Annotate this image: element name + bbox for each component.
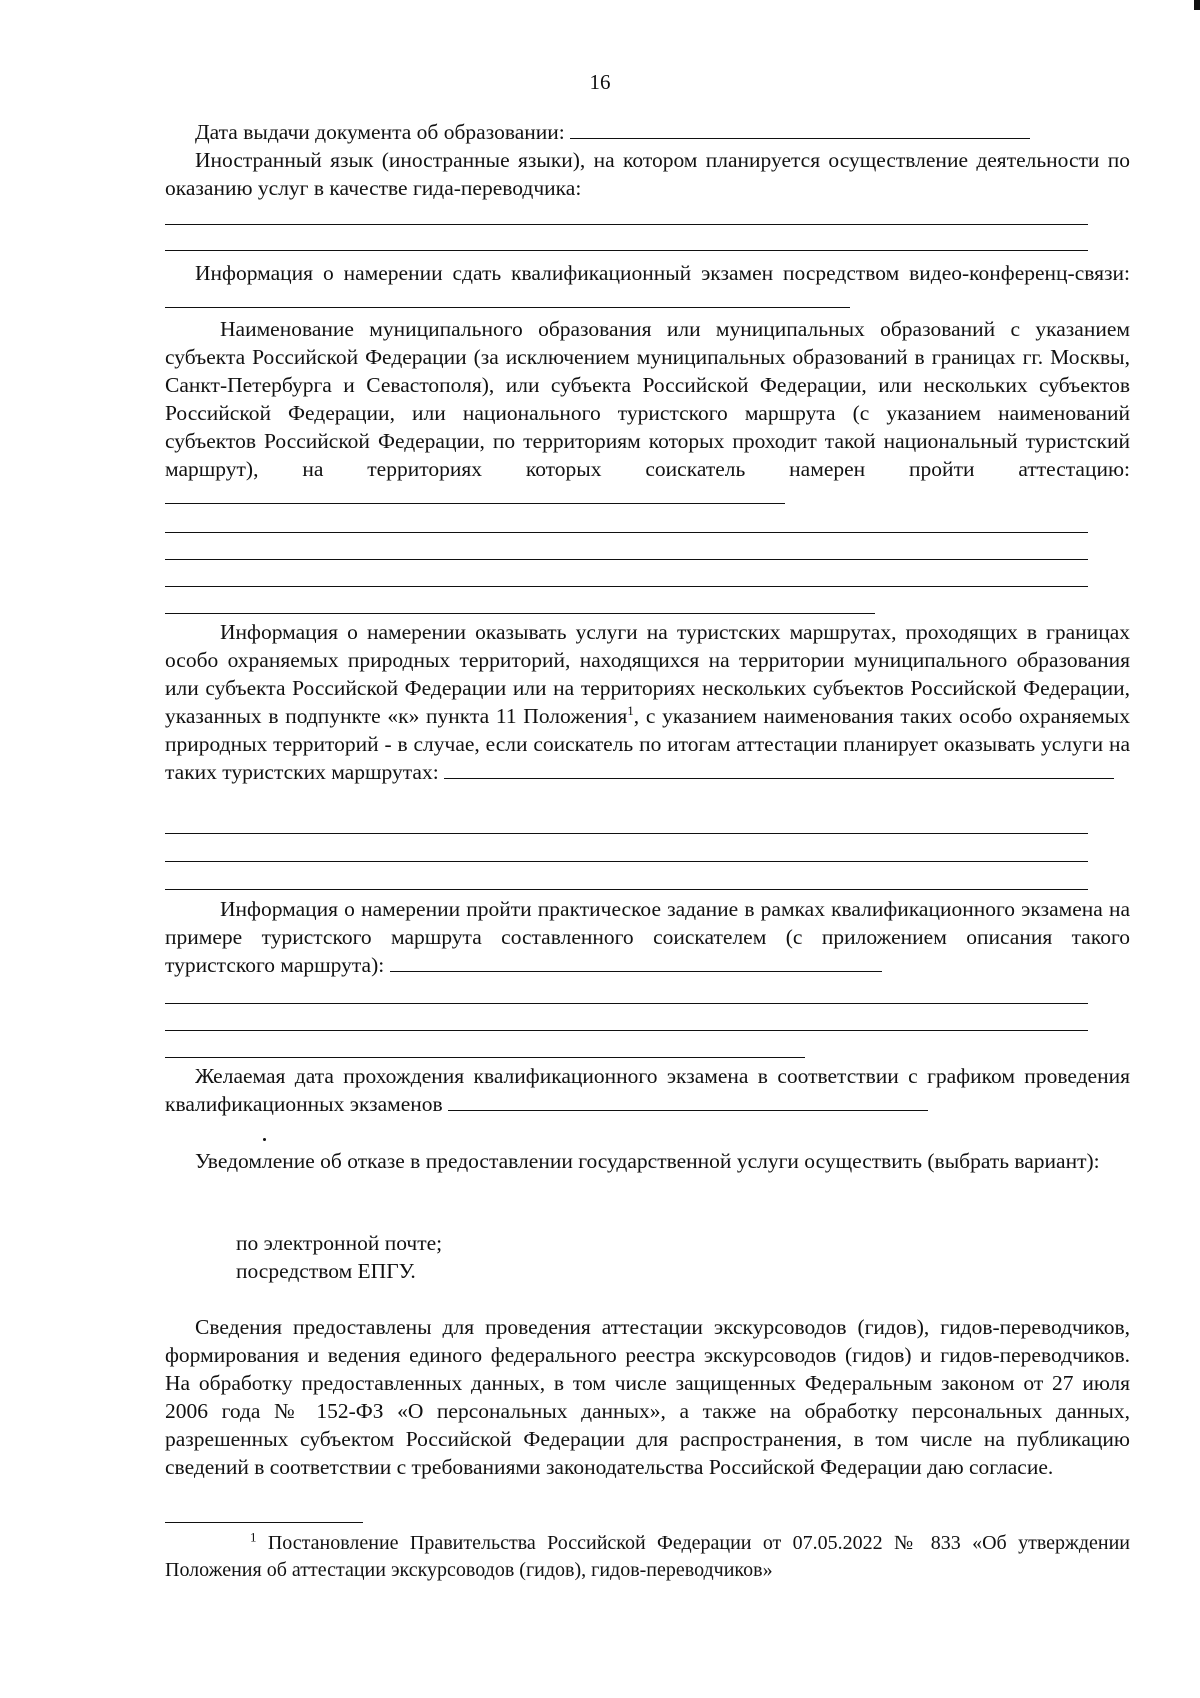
scan-speck [263,1138,266,1141]
option-email[interactable]: по электронной почте; [236,1231,443,1255]
municipality-input-line-2[interactable] [165,532,1088,533]
footnote-marker: 1 [250,1529,257,1545]
footnote-text: Постановление Правительства Российской Федерации от 07.05.2022 № 833 «Об утверждении Положения об аттестации экскурсоводов (гидов), гидов-переводчиков» [165,1532,1131,1581]
page-number: 16 [589,70,611,94]
practical-task-input-line[interactable] [390,951,882,972]
issue-date-label: Дата выдачи документа об образовании: [195,120,565,144]
practical-task-input-line-4[interactable] [165,1057,805,1058]
foreign-language-input-line-1[interactable] [165,224,1088,225]
foreign-language-input-line-2[interactable] [165,250,1088,251]
video-conference-input-line[interactable] [165,287,850,308]
protected-areas-input-line[interactable] [444,758,1114,779]
issue-date-field [165,118,1130,146]
municipality-label: Наименование муниципального образования или муниципальных образований с указанием субъекта Российской Федерации (за исключением муниципальных образований в границах гг. Москвы, Санкт-Петербурга и Севастополя), или субъекта Российской Федерации, или нескольких субъектов Российской Федерации, или национального туристского маршрута (с указанием наименований субъектов Российской Федерации, по территориям которых проходит такой национальный туристский маршрут), на территориях которых соискатель намерен пройти аттестацию: [165,317,1130,481]
exam-date-input-line[interactable] [448,1090,928,1111]
foreign-language-label: Иностранный язык (иностранные языки), на котором планируется осуществление деятельности по оказанию услуг в качестве гида-переводчика: [165,148,1130,200]
refusal-notice-label: Уведомление об отказе в предоставлении государственной услуги осуществить (выбрать вариант): [195,1149,1100,1173]
video-conference-field [165,259,1130,315]
practical-task-input-line-3[interactable] [165,1030,1088,1031]
exam-date-field [165,1062,1130,1118]
video-conference-label: Информация о намерении сдать квалификационный экзамен посредством видео-конференц-связи: [195,261,1130,285]
practical-task-input-line-2[interactable] [165,1003,1088,1004]
protected-areas-input-line-4[interactable] [165,889,1088,890]
issue-date-input-line[interactable] [570,118,1030,139]
municipality-input-line-5[interactable] [165,613,875,614]
protected-areas-field [165,618,1130,786]
protected-areas-label-after: , с указанием наименования таких особо охраняемых природных территорий - в случае, если соискатель по итогам аттестации планирует оказывать услуги на таких туристских маршрутах: [165,704,1130,784]
consent-text: Сведения предоставлены для проведения аттестации экскурсоводов (гидов), гидов-переводчиков, формирования и ведения единого федерального реестра экскурсоводов (гидов) и гидов-переводчиков. На обработку предоставленных данных, в том числе защищенных Федеральным законом от 27 июля 2006 года № 152-ФЗ «О персональных данных», а также на обработку персональных данных, разрешенных субъектом Российской Федерации для распространения, в том числе на публикацию сведений в соответствии с требованиями законодательства Российской Федерации даю согласие. [165,1315,1130,1479]
municipality-input-line-4[interactable] [165,586,1088,587]
practical-task-label: Информация о намерении пройти практическое задание в рамках квалификационного экзамена на примере туристского маршрута составленного соискателем (с приложением описания такого туристского маршрута): [165,897,1130,977]
protected-areas-label-before: Информация о намерении оказывать услуги на туристских маршрутах, проходящих в границах особо охраняемых природных территорий, находящихся на территории муниципального образования или субъекта Российской Федерации или на территориях нескольких субъектов Российской Федерации, указанных в подпункте «к» пункта 11 Положения [165,620,1130,728]
option-epgu[interactable]: посредством ЕПГУ. [236,1259,416,1283]
scan-corner-mark [1194,0,1200,10]
municipality-input-line-3[interactable] [165,559,1088,560]
footnote-separator [165,1522,363,1523]
protected-areas-input-line-2[interactable] [165,833,1088,834]
protected-areas-input-line-3[interactable] [165,861,1088,862]
municipality-field [165,315,1130,511]
municipality-input-line[interactable] [165,483,785,504]
practical-task-field [165,895,1130,979]
footnote [165,1530,1130,1584]
footnote-reference: 1 [627,702,634,718]
exam-date-label: Желаемая дата прохождения квалификационного экзамена в соответствии с графиком проведения квалификационных экзаменов [165,1064,1130,1116]
